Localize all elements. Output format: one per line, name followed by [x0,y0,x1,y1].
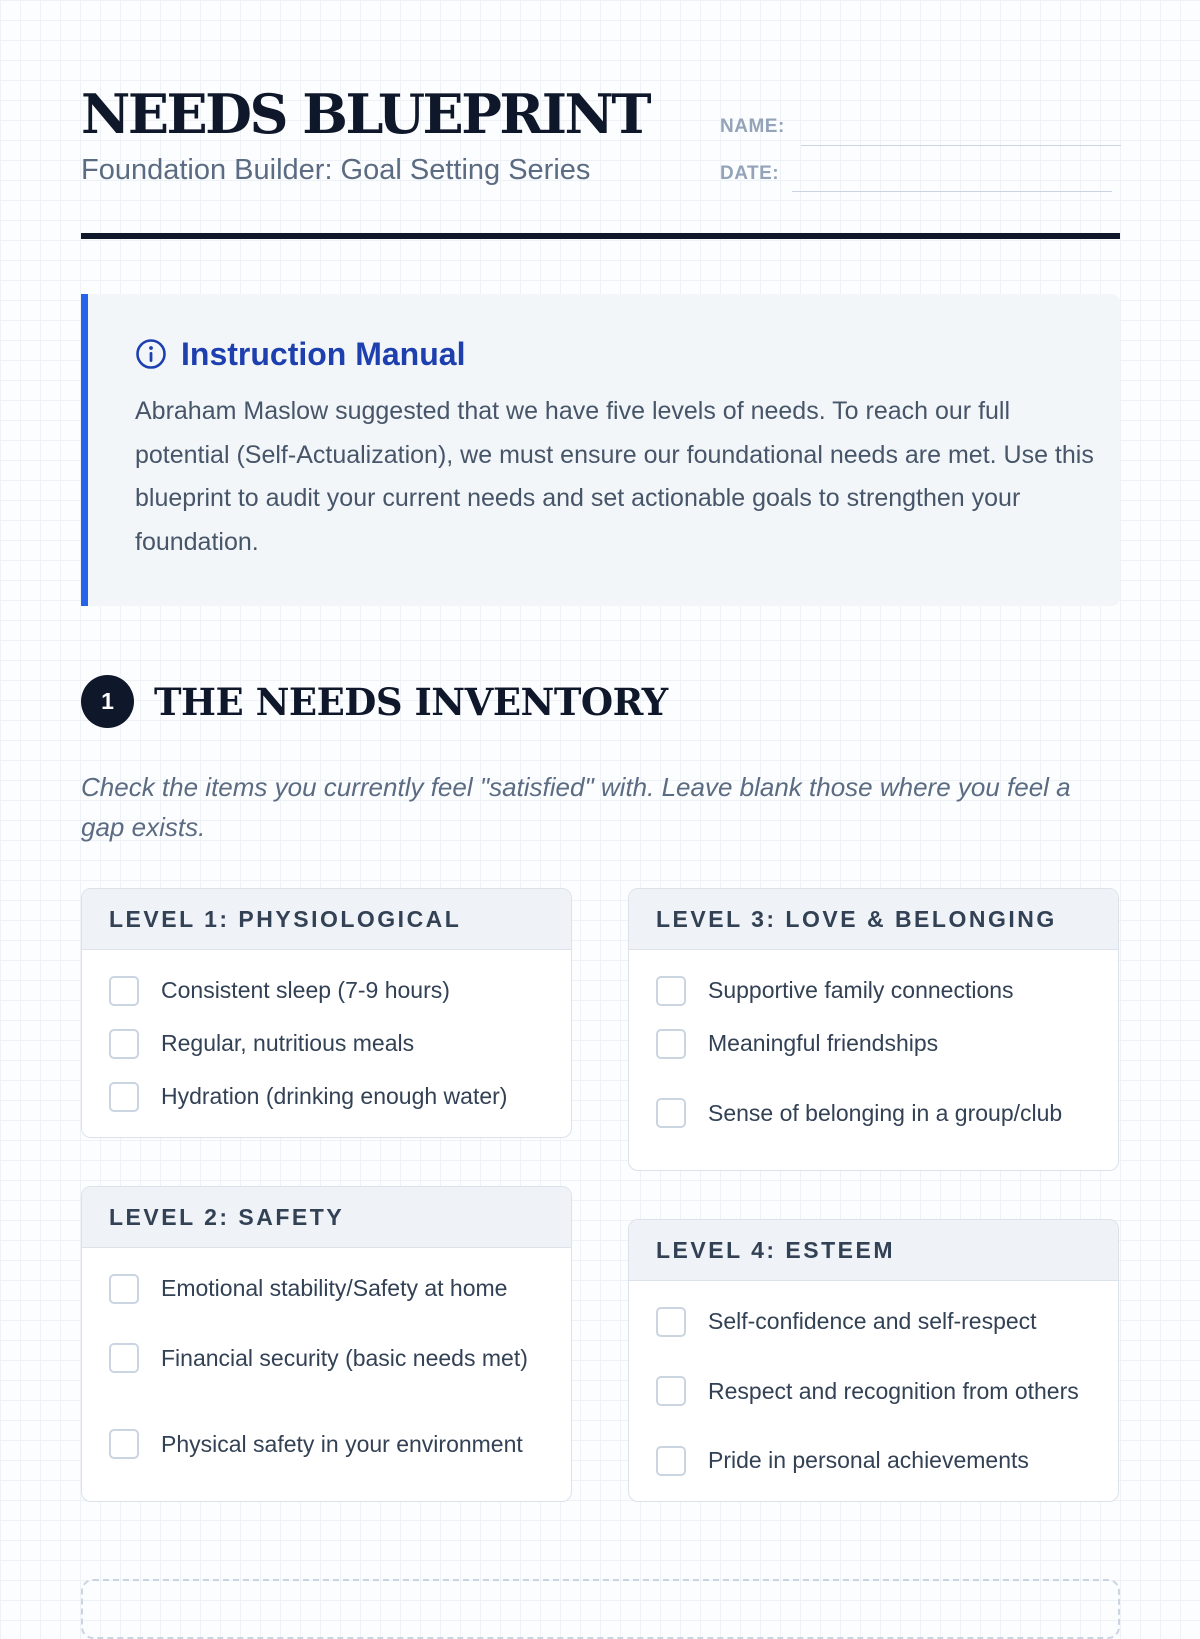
checklist [629,950,1118,1170]
checkbox[interactable] [109,1343,139,1373]
level-card-love-belonging [628,888,1119,1171]
level-card-title: LEVEL 3: LOVE & BELONGING [629,889,1118,950]
checkbox[interactable] [656,1029,686,1059]
checklist-item-label: Sense of belonging in a group/club [708,1099,1063,1126]
checklist-item-label: Respect and recognition from others [708,1377,1079,1404]
checklist-item-label: Self-confidence and self-respect [708,1308,1037,1334]
instruction-box [81,294,1120,606]
level-card-safety [81,1186,572,1502]
checkbox[interactable] [109,1029,139,1059]
level-card-title: LEVEL 2: SAFETY [82,1187,571,1248]
checklist-item-label: Pride in personal achievements [708,1447,1029,1473]
date-field[interactable] [792,191,1112,192]
checklist-item[interactable] [109,1017,551,1070]
checklist-item-label: Regular, nutritious meals [161,1030,415,1056]
next-section-box [81,1579,1120,1639]
checklist [629,1281,1118,1501]
checkbox[interactable] [656,1446,686,1476]
checklist-item[interactable] [656,1017,1098,1070]
worksheet-page [81,0,1120,1473]
checklist [82,1248,571,1501]
checklist-item[interactable] [656,1434,1098,1487]
header-divider [81,233,1120,239]
checkbox[interactable] [656,1307,686,1337]
checkbox[interactable] [109,1274,139,1304]
checklist-item-label: Consistent sleep (7-9 hours) [161,977,450,1003]
checklist-item[interactable] [656,1348,1098,1434]
level-card-esteem [628,1219,1119,1502]
level-card-title: LEVEL 1: PHYSIOLOGICAL [82,889,571,950]
checklist-item[interactable] [656,964,1098,1017]
checkbox[interactable] [656,1376,686,1406]
date-label: DATE: [720,163,780,184]
section-instruction: Check the items you currently feel "satisfied" with. Leave blank those where you feel a gap exists. [81,772,1071,842]
name-field[interactable] [801,145,1121,146]
instruction-header [135,334,465,374]
checkbox[interactable] [109,1429,139,1459]
section-title: THE NEEDS INVENTORY [154,679,668,724]
name-label: NAME: [720,116,785,137]
checklist-item[interactable] [656,1070,1098,1156]
checklist-item-label: Physical safety in your environment [161,1430,523,1457]
page-subtitle: Foundation Builder: Goal Setting Series [81,154,591,186]
page-title: NEEDS BLUEPRINT [81,82,649,146]
info-icon [135,338,167,370]
checkbox[interactable] [656,976,686,1006]
checklist-item[interactable] [109,1401,551,1487]
checkbox[interactable] [109,976,139,1006]
checklist [82,950,571,1137]
checklist-item-label: Financial security (basic needs met) [161,1344,528,1371]
checklist-item-label: Supportive family connections [708,977,1014,1003]
checklist-item[interactable] [656,1295,1098,1348]
checklist-item-label: Meaningful friendships [708,1030,939,1056]
checklist-item[interactable] [109,1262,551,1315]
section-heading [81,675,668,728]
level-card-title: LEVEL 4: ESTEEM [629,1220,1118,1281]
checklist-item-label: Hydration (drinking enough water) [161,1083,508,1109]
checklist-item[interactable] [109,964,551,1017]
worksheet-header [81,0,1120,243]
level-card-physiological [81,888,572,1138]
checklist-item[interactable] [109,1315,551,1401]
instruction-title: Instruction Manual [181,335,466,372]
section-number-badge: 1 [81,675,134,728]
instruction-body: Abraham Maslow suggested that we have five levels of needs. To reach our full potential (Self-Actualization), we must ensure our foundational needs are met. Use this blueprint to audit your current needs and set actionable goals to strengthen your foundation. [135,397,1094,556]
checkbox[interactable] [656,1098,686,1128]
checklist-item-label: Emotional stability/Safety at home [161,1275,508,1301]
checklist-item[interactable] [109,1070,551,1123]
checkbox[interactable] [109,1082,139,1112]
